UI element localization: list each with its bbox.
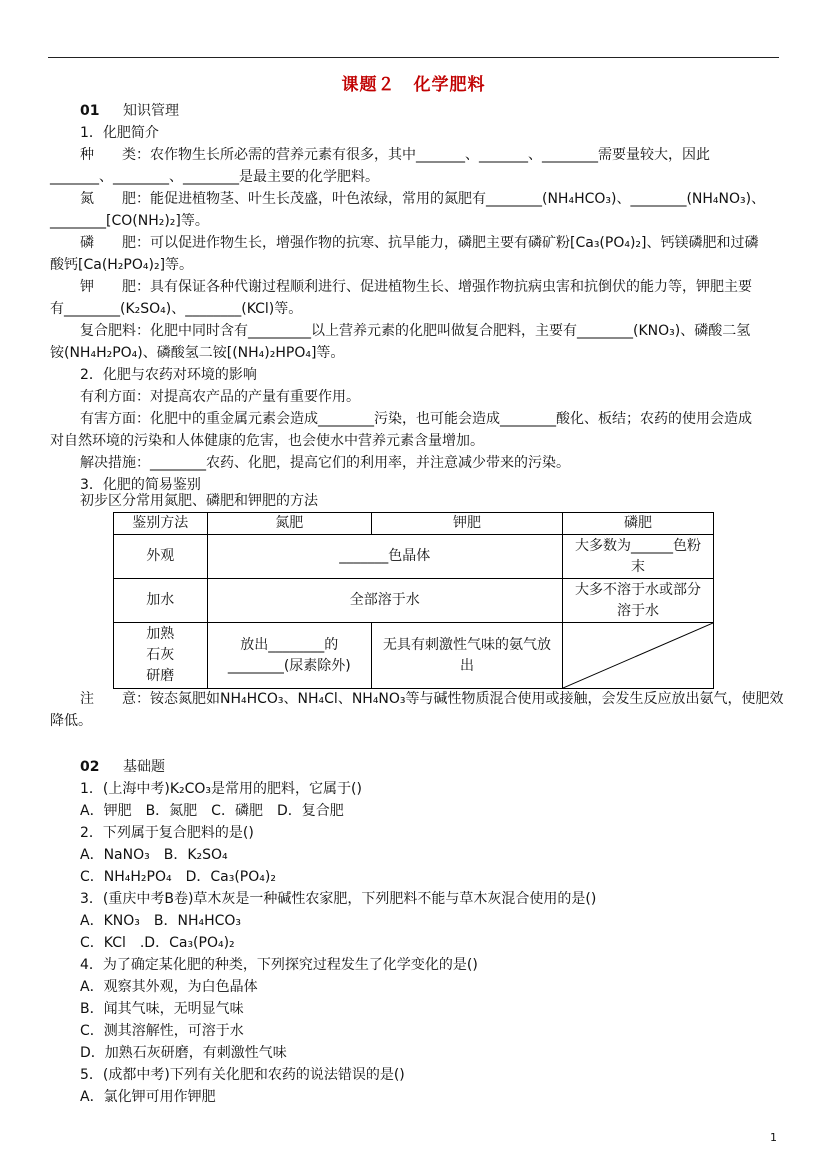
subheading-fertilizer-intro: 1．化肥简介 — [80, 125, 159, 141]
cell-text-line: 大多数为______色粉 — [574, 537, 701, 554]
question-1: 1．(上海中考)K₂CO₃是常用的肥料，它属于() — [80, 781, 362, 797]
page-title: 课题２ 化学肥料 — [341, 75, 486, 95]
identification-table — [113, 512, 714, 689]
subheading-identification: 3．化肥的简易鉴别 — [80, 477, 201, 493]
paragraph-nitrogen-line2: ________[CO(NH₂)₂]等。 — [50, 213, 209, 229]
table-header-method: 鉴别方法 — [114, 513, 208, 535]
cell-text-line: 大多不溶于水或部分 — [574, 581, 701, 598]
question-2: 2．下列属于复合肥料的是() — [80, 825, 254, 841]
table-header-row — [114, 513, 714, 535]
question-4: 4．为了确定某化肥的种类，下列探究过程发生了化学变化的是() — [80, 957, 478, 973]
cell-text-line: ________(尿素除外) — [227, 657, 351, 674]
table-cell-appearance-label: 外观 — [114, 535, 208, 579]
table-cell-water-phosphate — [562, 579, 713, 623]
section-heading-basic: 基础题 — [123, 759, 165, 775]
cell-text-line: 末 — [630, 558, 645, 575]
table-header-nitrogen: 氮肥 — [207, 513, 371, 535]
question-5: 5．(成都中考)下列有关化肥和农药的说法错误的是() — [80, 1067, 405, 1083]
paragraph-method-intro: 初步区分常用氮肥、磷肥和钾肥的方法 — [80, 493, 318, 509]
paragraph-harms-line1: 有害方面：化肥中的重金属元素会造成________污染，也可能会造成________酸化、板结；农药的使用会造成 — [80, 411, 752, 427]
cell-text-line: 研磨 — [146, 668, 175, 684]
paragraph-solutions: 解决措施：________农药、化肥，提高它们的利用率，并注意减少带来的污染。 — [80, 455, 570, 471]
paragraph-compound-line2: 铵(NH₄H₂PO₄)、磷酸氢二铵[(NH₄)₂HPO₄]等。 — [50, 345, 345, 361]
paragraph-types-line2: _______、________、________是最主要的化学肥料。 — [50, 169, 379, 185]
table-header-potash: 钾肥 — [372, 513, 563, 535]
question-4-option-d: D．加熟石灰研磨，有刺激性气味 — [80, 1045, 287, 1061]
table-cell-lime-potash — [372, 623, 563, 689]
question-4-option-a: A．观察其外观，为白色晶体 — [80, 979, 258, 995]
cell-text-line: 石灰 — [146, 647, 175, 663]
paragraph-compound-line1: 复合肥料：化肥中同时含有_________以上营养元素的化肥叫做复合肥料，主要有________(KNO₃)、磷酸二氢 — [80, 323, 751, 339]
question-2-options-cd: C．NH₄H₂PO₄ D．Ca₃(PO₄)₂ — [80, 869, 276, 885]
question-5-option-a: A．氯化钾可用作钾肥 — [80, 1089, 216, 1105]
table-row-appearance — [114, 535, 714, 579]
paragraph-harms-line2: 对自然环境的污染和人体健康的危害，也会使水中营养元素含量增加。 — [50, 433, 484, 449]
table-cell-appearance-phosphate — [562, 535, 713, 579]
question-1-options: A．钾肥 B．氮肥 C．磷肥 D．复合肥 — [80, 803, 344, 819]
header-rule — [48, 57, 779, 58]
question-3-options-cd: C．KCl .D．Ca₃(PO₄)₂ — [80, 935, 235, 951]
cell-text-line: 出 — [460, 657, 474, 674]
question-4-option-c: C．测其溶解性，可溶于水 — [80, 1023, 244, 1039]
page-number: 1 — [770, 1131, 777, 1144]
paragraph-phosphate-line2: 酸钙[Ca(H₂PO₄)₂]等。 — [50, 257, 194, 273]
question-3-options-ab: A．KNO₃ B．NH₄HCO₃ — [80, 913, 242, 929]
note-line1: 注 意：铵态氮肥如NH₄HCO₃、NH₄Cl、NH₄NO₃等与碱性物质混合使用或接触，会发生反应放出氨气，使肥效 — [80, 691, 784, 707]
section-number-02: 02 — [80, 759, 100, 775]
paragraph-potash-line1: 钾 肥：具有保证各种代谢过程顺利进行、促进植物生长、增强作物抗病虫害和抗倒伏的能力等，钾肥主要 — [80, 279, 752, 295]
paragraph-potash-line2: 有________(K₂SO₄)、________(KCl)等。 — [50, 301, 303, 317]
section-number-01: 01 — [80, 103, 100, 119]
question-3: 3．(重庆中考B卷)草木灰是一种碱性农家肥，下列肥料不能与草木灰混合使用的是() — [80, 891, 597, 907]
table-cell-lime-label — [114, 623, 208, 689]
paragraph-benefits: 有利方面：对提高农产品的产量有重要作用。 — [80, 389, 360, 405]
note-line2: 降低。 — [50, 713, 92, 729]
table-header-phosphate: 磷肥 — [562, 513, 713, 535]
cell-text-line: 无具有刺激性气味的氨气放 — [383, 636, 551, 653]
table-row-water — [114, 579, 714, 623]
paragraph-nitrogen-line1: 氮 肥：能促进植物茎、叶生长茂盛，叶色浓绿，常用的氮肥有________(NH₄HCO₃)、________(NH₄NO₃)、 — [80, 191, 766, 207]
cell-text-line: 放出________的 — [240, 636, 339, 653]
table-cell-water-merged: 全部溶于水 — [207, 579, 562, 623]
table-cell-appearance-merged: _______色晶体 — [207, 535, 562, 579]
cell-text-line: 溶于水 — [616, 602, 659, 619]
question-2-options-ab: A．NaNO₃ B．K₂SO₄ — [80, 847, 228, 863]
diagonal-slash — [563, 623, 713, 688]
table-cell-water-label: 加水 — [114, 579, 208, 623]
subheading-environment: 2．化肥与农药对环境的影响 — [80, 367, 257, 383]
section-heading-knowledge: 知识管理 — [123, 103, 179, 119]
cell-text-line: 加熟 — [146, 626, 175, 642]
question-4-option-b: B．闻其气味，无明显气味 — [80, 1001, 244, 1017]
table-row-lime — [114, 623, 714, 689]
table-cell-lime-phosphate-diagonal — [562, 623, 713, 689]
table-cell-lime-nitrogen — [207, 623, 371, 689]
paragraph-types-line1: 种 类：农作物生长所必需的营养元素有很多，其中_______、_______、________需要量较大，因此 — [80, 147, 710, 163]
paragraph-phosphate-line1: 磷 肥：可以促进作物生长，增强作物的抗寒、抗旱能力，磷肥主要有磷矿粉[Ca₃(PO₄)₂]、钙镁磷肥和过磷 — [80, 235, 759, 251]
